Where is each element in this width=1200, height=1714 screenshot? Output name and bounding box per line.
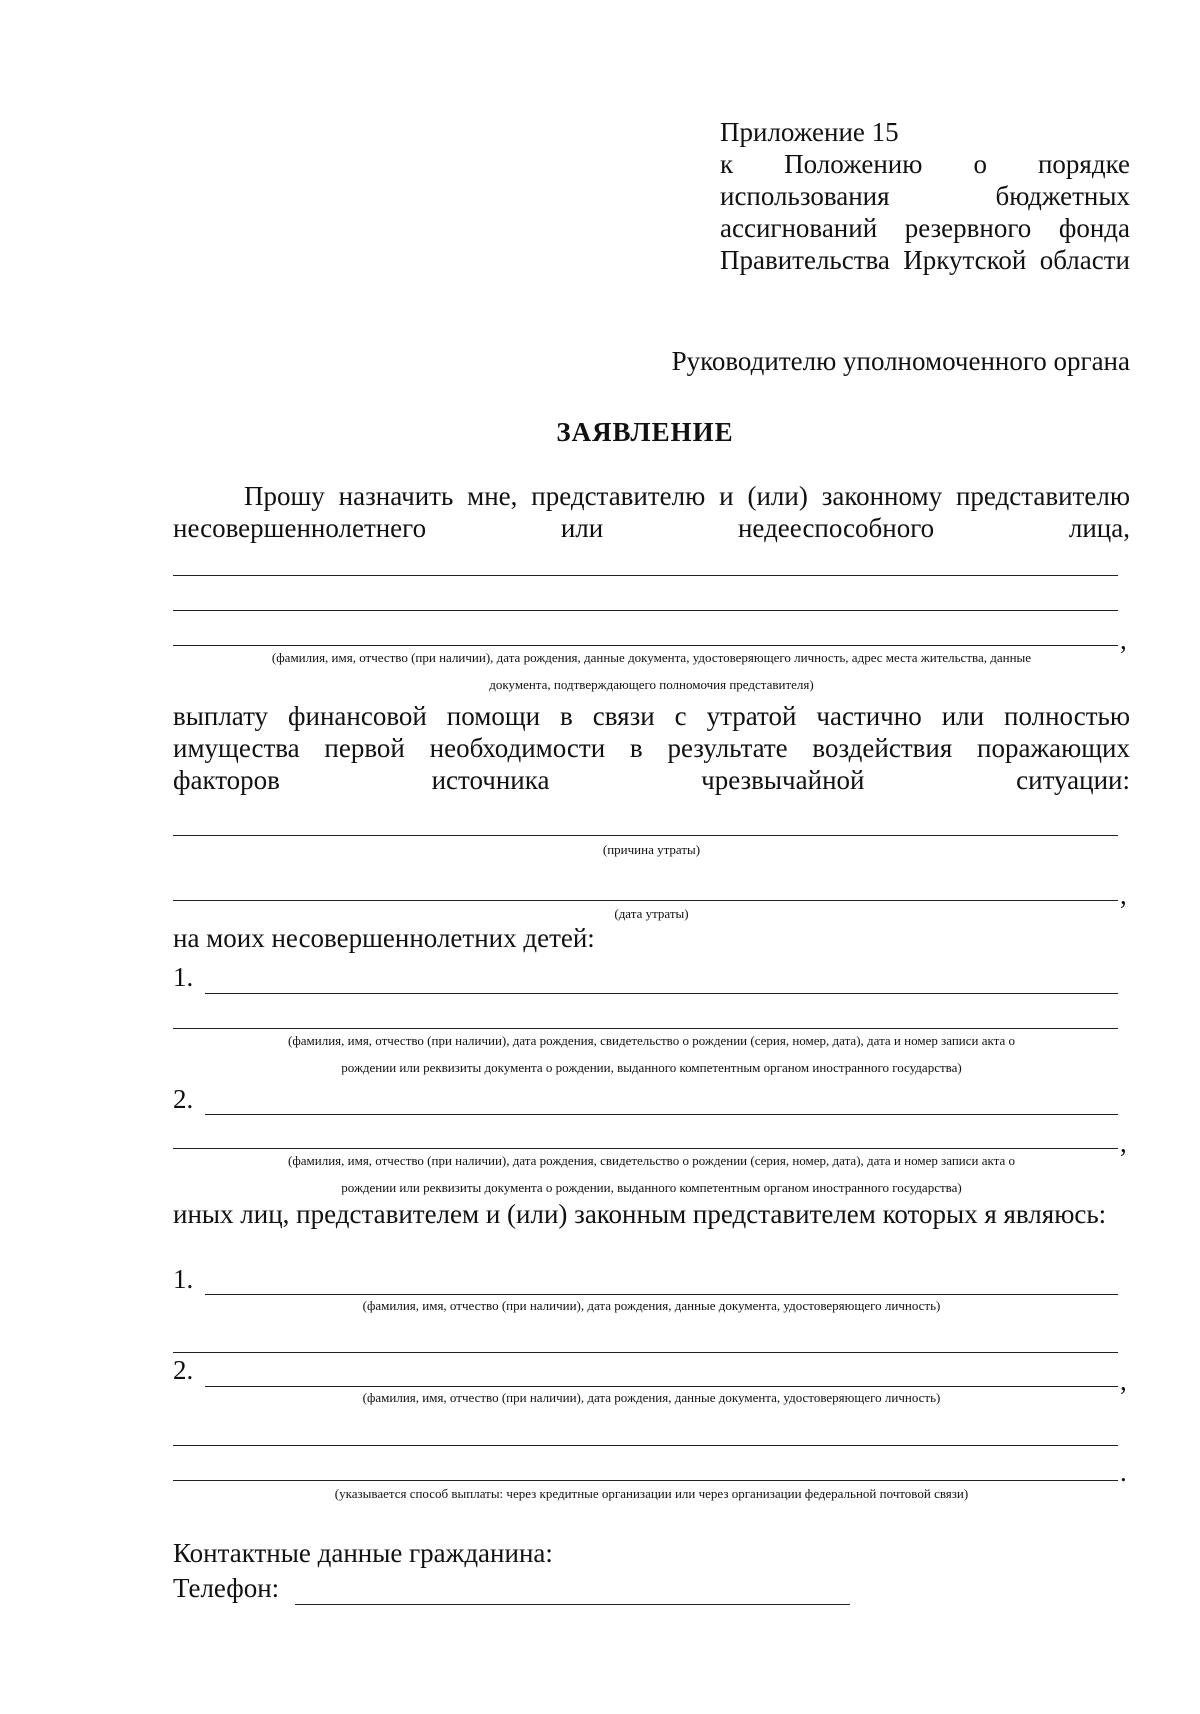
child-1-hint-1: (фамилия, имя, отчество (при наличии), дата рождения, свидетельство о рождении (серия, номер, дата), дата и номер записи акта о [288, 1033, 1015, 1048]
child-2-hint-1: (фамилия, имя, отчество (при наличии), дата рождения, свидетельство о рождении (серия, номер, дата), дата и номер записи акта о [288, 1153, 1015, 1168]
applicant-line-3[interactable] [173, 645, 1118, 646]
payment-method-line-1[interactable] [173, 1445, 1118, 1446]
loss-date-hint: (дата утраты) [614, 906, 689, 921]
other-2-hint: (фамилия, имя, отчество (при наличии), дата рождения, данные документа, удостоверяющего личность) [362, 1390, 941, 1405]
payment-method-period: . [1120, 1457, 1127, 1487]
applicant-hint-1: (фамилия, имя, отчество (при наличии), дата рождения, данные документа, удостоверяющего личность, адрес места жительства, данные [271, 650, 1032, 665]
child-1-line-2[interactable] [173, 1028, 1118, 1029]
others-heading: иных лиц, представителем и (или) законным представителем которых я являюсь: [173, 1199, 1107, 1229]
payment-text: выплату финансовой помощи в связи с утратой частично или полностью имущества первой необходимости в результате воздействия поражающих факторов источника чрезвычайной ситуации: [173, 701, 1130, 795]
loss-reason-line[interactable] [173, 835, 1118, 836]
annex-block [720, 116, 1130, 276]
children-heading: на моих несовершеннолетних детей: [173, 923, 595, 953]
applicant-comma: , [1120, 625, 1127, 655]
contact-heading: Контактные данные гражданина: [173, 1538, 553, 1568]
document-title: ЗАЯВЛЕНИЕ [556, 417, 734, 447]
child-2-line-2[interactable] [173, 1148, 1118, 1149]
request-text: Прошу назначить мне, представителю и (или) законному представителю несовершеннолетнего или недееспособного лица, [173, 481, 1130, 543]
annex-body: к Положению о порядке использования бюджетных ассигнований резервного фонда Правительства Иркутской области [720, 149, 1130, 275]
other-2-number: 2. [173, 1355, 194, 1385]
applicant-hint-2: документа, подтверждающего полномочия представителя) [489, 677, 814, 692]
annex-title: Приложение 15 [720, 117, 899, 147]
payment-text-block [173, 700, 1130, 796]
loss-reason-hint: (причина утраты) [602, 842, 701, 857]
applicant-line-1[interactable] [173, 575, 1118, 576]
child-2-hint-2: рождении или реквизиты документа о рождении, выданного компетентным органом иностранного государства) [341, 1180, 962, 1195]
loss-date-line[interactable] [173, 900, 1118, 901]
addressee: Руководителю уполномоченного органа [671, 346, 1130, 376]
child-1-hint-2: рождении или реквизиты документа о рождении, выданного компетентным органом иностранного государства) [341, 1060, 962, 1075]
other-1-line-1[interactable] [205, 1294, 1118, 1295]
payment-method-hint: (указывается способ выплаты: через кредитные организации или через организации федеральной почтовой связи) [334, 1486, 969, 1501]
others-heading-block [173, 1198, 1130, 1230]
child-2-line-1[interactable] [205, 1114, 1118, 1115]
other-1-line-2[interactable] [173, 1352, 1118, 1353]
child-1-line-1[interactable] [205, 993, 1118, 994]
payment-method-line-2[interactable] [173, 1480, 1118, 1481]
child-1-number: 1. [173, 962, 194, 992]
child-2-comma: , [1120, 1128, 1127, 1158]
applicant-line-2[interactable] [173, 610, 1118, 611]
phone-label: Телефон: [173, 1573, 280, 1603]
other-1-number: 1. [173, 1264, 194, 1294]
loss-date-comma: , [1120, 880, 1127, 910]
other-1-hint: (фамилия, имя, отчество (при наличии), дата рождения, данные документа, удостоверяющего личность) [362, 1298, 941, 1313]
child-2-number: 2. [173, 1084, 194, 1114]
phone-input-line[interactable] [295, 1604, 850, 1605]
other-2-comma: , [1120, 1366, 1127, 1396]
other-2-line-1[interactable] [205, 1386, 1118, 1387]
